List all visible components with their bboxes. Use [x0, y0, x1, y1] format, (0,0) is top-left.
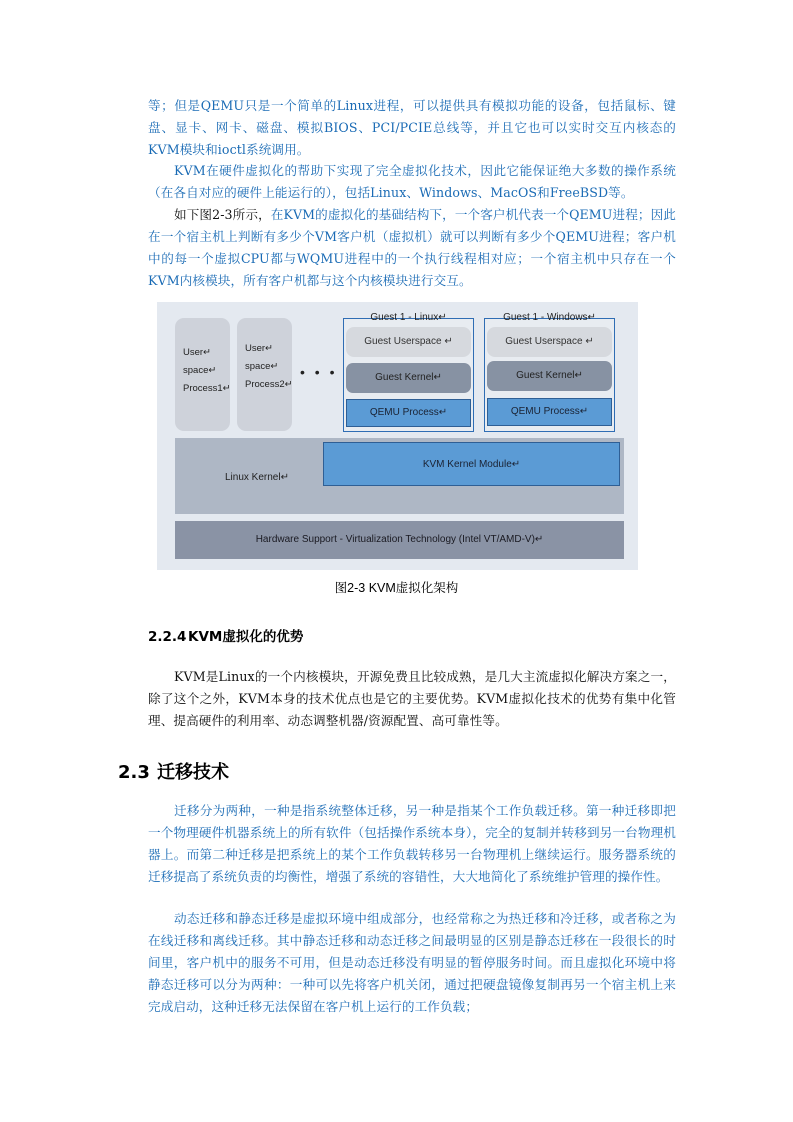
paragraph-live-static-migration: 动态迁移和静态迁移是虚拟环境中组成部分，也经常称之为热迁移和冷迁移，或者称之为在线迁移和离线迁移。其中静态迁移和动态迁移之间最明显的区别是静态迁移在一段很长的时间里，客户机中的服务不可用，但是动态迁移没有明显的暂停服务时间。而且虚拟化环境中将静态迁移可以分为两种：一种可以先将客户机关闭，通过把硬盘镜像复制再另一个宿主机上来完成启动，这种迁移无法保留在客户机上运行的工作负载；	[148, 911, 676, 1014]
guest-windows-userspace: Guest Userspace ↵	[487, 327, 612, 357]
more-processes-dots: • • •	[300, 364, 338, 380]
process2-line1: User↵	[245, 343, 274, 354]
guest-windows-qemu-process: QEMU Process↵	[487, 398, 612, 426]
process2-line3: Process2↵	[245, 379, 293, 390]
user-space-process-2	[237, 318, 292, 431]
guest-linux-userspace: Guest Userspace ↵	[346, 327, 471, 357]
section-heading-2-2-4	[148, 625, 303, 645]
guest-windows-title: Guest 1 - Windows↵	[503, 312, 596, 323]
guest-linux-kernel: Guest Kernel↵	[346, 363, 471, 393]
paragraph-figure-reference	[148, 204, 676, 292]
guest-windows-box	[484, 312, 615, 432]
process1-line2: space↵	[183, 365, 217, 376]
hardware-support-band: Hardware Support - Virtualization Technology (Intel VT/AMD-V)↵	[175, 521, 624, 559]
paragraph-kvm-full-virtualization: KVM在硬件虚拟化的帮助下实现了完全虚拟化技术，因此它能保证绝大多数的操作系统（在各自对应的硬件上能运行的），包括Linux、Windows、MacOS和FreeBSD等。	[148, 163, 676, 200]
kvm-kernel-module: KVM Kernel Module↵	[323, 442, 620, 486]
kvm-architecture-figure	[157, 302, 638, 570]
guest-linux-box	[343, 312, 474, 432]
paragraph-kvm-advantages: KVM是Linux的一个内核模块，开源免费且比较成熟，是几大主流虚拟化解决方案之一，除了这个之外，KVM本身的技术优点也是它的主要优势。KVM虚拟化技术的优势有集中化管理、提高硬件的利用率、动态调整机器/资源配置、高可靠性等。	[148, 669, 676, 728]
process2-line2: space↵	[245, 361, 279, 372]
linux-kernel-label: Linux Kernel↵	[225, 472, 289, 483]
section-2-3-number: 2.3	[118, 762, 150, 783]
linux-kernel-band	[175, 438, 624, 514]
process1-line3: Process1↵	[183, 383, 231, 394]
guest-linux-title: Guest 1 - Linux↵	[370, 312, 447, 323]
paragraph-migration-types: 迁移分为两种，一种是指系统整体迁移，另一种是指某个工作负载迁移。第一种迁移即把一个物理硬件机器系统上的所有软件（包括操作系统本身），完全的复制并转移到另一台物理机器上。而第二种迁移是把系统上的某个工作负载转移另一台物理机上继续运行。服务器系统的迁移提高了系统负责的均衡性，增强了系统的容错性，大大地简化了系统维护管理的操作性。	[148, 803, 676, 884]
section-2-2-4-title: KVM虚拟化的优势	[188, 629, 304, 645]
paragraph-qemu-intro: 等；但是QEMU只是一个简单的Linux进程，可以提供具有模拟功能的设备，包括鼠标、键盘、显卡、网卡、磁盘、模拟BIOS、PCI/PCIE总线等，并且它也可以实时交互内核态的KVM模块和ioctl系统调用。	[148, 98, 676, 157]
section-heading-2-3	[118, 758, 229, 784]
user-space-process-1	[175, 318, 230, 431]
figure-reference-lead: 如下图2-3所示，	[174, 207, 271, 222]
figure-reference-text: 在KVM的虚拟化的基础结构下，一个客户机代表一个QEMU进程；因此在一个宿主机上判断有多少个VM客户机（虚拟机）就可以判断有多少个QEMU进程；客户机中的每一个虚拟CPU都与WQMU进程中的一个执行线程相对应；一个宿主机中只存在一个KVM内核模块，所有客户机都与这个内核模块进行交互。	[148, 207, 676, 288]
guest-windows-kernel: Guest Kernel↵	[487, 361, 612, 391]
figure-caption: 图2-3 KVM虚拟化架构	[334, 581, 459, 595]
process1-line1: User↵	[183, 347, 212, 358]
section-2-3-title: 迁移技术	[157, 762, 229, 783]
guest-linux-qemu-process: QEMU Process↵	[346, 399, 471, 427]
section-2-2-4-number: 2.2.4	[148, 629, 187, 645]
